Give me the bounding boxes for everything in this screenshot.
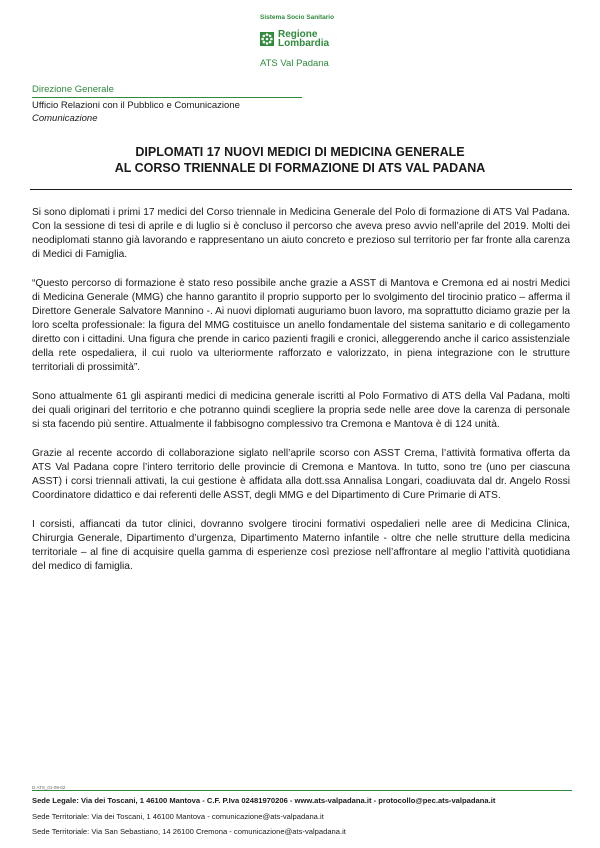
logo-region-line1: Regione: [278, 29, 318, 40]
paragraph: Sono attualmente 61 gli aspiranti medici di medicina generale iscritti al Polo Formativo di ATS della Val Padana, molti dei quali originari del territorio e che potranno quindi scegliere la propria sede nelle aree dove la carenza di personale si sta facendo più sentire. Attualmente il fabbisogno complessivo tra Cremona e Mantova è di 124 unità.: [32, 391, 570, 431]
title-divider: [30, 189, 572, 190]
logo-system-text: Sistema Socio Sanitario: [260, 14, 335, 21]
ats-logo: [250, 14, 360, 74]
office-label: Ufficio Relazioni con il Pubblico e Comunicazione: [32, 100, 240, 111]
letterhead: [32, 84, 302, 124]
footer-office-cremona: Sede Territoriale: Via San Sebastiano, 14 26100 Cremona - comunicazione@ats-valpadana.it: [32, 827, 346, 836]
direction-label: Direzione Generale: [32, 84, 302, 98]
footer-divider: [32, 790, 572, 791]
logo-region-line2: Lombardia: [278, 38, 330, 49]
footer-legal-address: Sede Legale: Via dei Toscani, 1 46100 Mantova - C.F. P.Iva 02481970206 - www.ats-valpadana.it - protocollo@pec.ats-valpadana.it: [32, 796, 496, 805]
lombardy-rose-icon: [260, 32, 274, 46]
paragraph: Grazie al recente accordo di collaborazione siglato nell’aprile scorso con ASST Crema, l’attività formativa offerta da ATS Val Padana copre l’intero territorio delle provincie di Cremona e Mantova. In tutto, sono tre (uno per ciascuna ASST) i corsi triennali attivati, la cui gestione è affidata alla dott.ssa Annalisa Longari, coadiuvata dal dr. Angelo Rossi Coordinatore didattico e dai referenti delle ASST, degli MMG e del Dipartimento di Cure Primarie di ATS.: [32, 447, 570, 502]
logo-agency: ATS Val Padana: [260, 58, 329, 69]
paragraph: “Questo percorso di formazione è stato reso possibile anche grazie a ASST di Mantova e Cremona ed ai nostri Medici di Medicina Generale (MMG) che hanno garantito il proprio supporto per lo svolgimento del tirocinio pratico – afferma il Direttore Generale Salvatore Mannino -. Ai nuovi diplomati auguriamo buon lavoro, ma soprattutto diciamo grazie per la loro scelta professionale: la figura del MMG costituisce un anello fondamentale del sistema sanitario e di collegamento diretto con i cittadini. Una figura che prende in carico pazienti fragili e cronici, alleggerendo anche il carico assistenziale della rete ospedaliera, il cui ruolo va ulteriormente rafforzato e valorizzato, in piena integrazione con le strutture territoriali di prossimità”.: [32, 277, 570, 374]
press-release-title: [30, 144, 570, 176]
title-line-2: AL CORSO TRIENNALE DI FORMAZIONE DI ATS VAL PADANA: [114, 161, 486, 175]
section-label: Comunicazione: [32, 113, 98, 124]
footer: [32, 793, 577, 840]
document-code: D.ATS_01-09-02: [32, 785, 66, 790]
article-body: [32, 206, 570, 589]
footer-office-mantova: Sede Territoriale: Via dei Toscani, 1 46100 Mantova - comunicazione@ats-valpadana.it: [32, 811, 324, 821]
paragraph: Si sono diplomati i primi 17 medici del Corso triennale in Medicina Generale del Polo di formazione di ATS Val Padana. Con la sessione di tesi di aprile e di luglio si è concluso il percorso che aveva preso avvio nell’aprile del 2019. Molti dei neodiplomati stanno già lavorando e rappresentano un aiuto concreto e prezioso sul territorio per far fronte alla carenza di Medici di Famiglia.: [32, 207, 570, 261]
paragraph: I corsisti, affiancati da tutor clinici, dovranno svolgere tirocini formativi ospedalieri nelle aree di Medicina Clinica, Chirurgia Generale, Dipartimento d’urgenza, Dipartimento Materno infantile - oltre che nelle strutture della medicina territoriale – al fine di acquisire quella gamma di esperienze così preziose nell’affrontare al meglio l’attività quotidiana del medico di famiglia.: [32, 518, 570, 572]
title-line-1: DIPLOMATI 17 NUOVI MEDICI DI MEDICINA GENERALE: [135, 145, 465, 159]
